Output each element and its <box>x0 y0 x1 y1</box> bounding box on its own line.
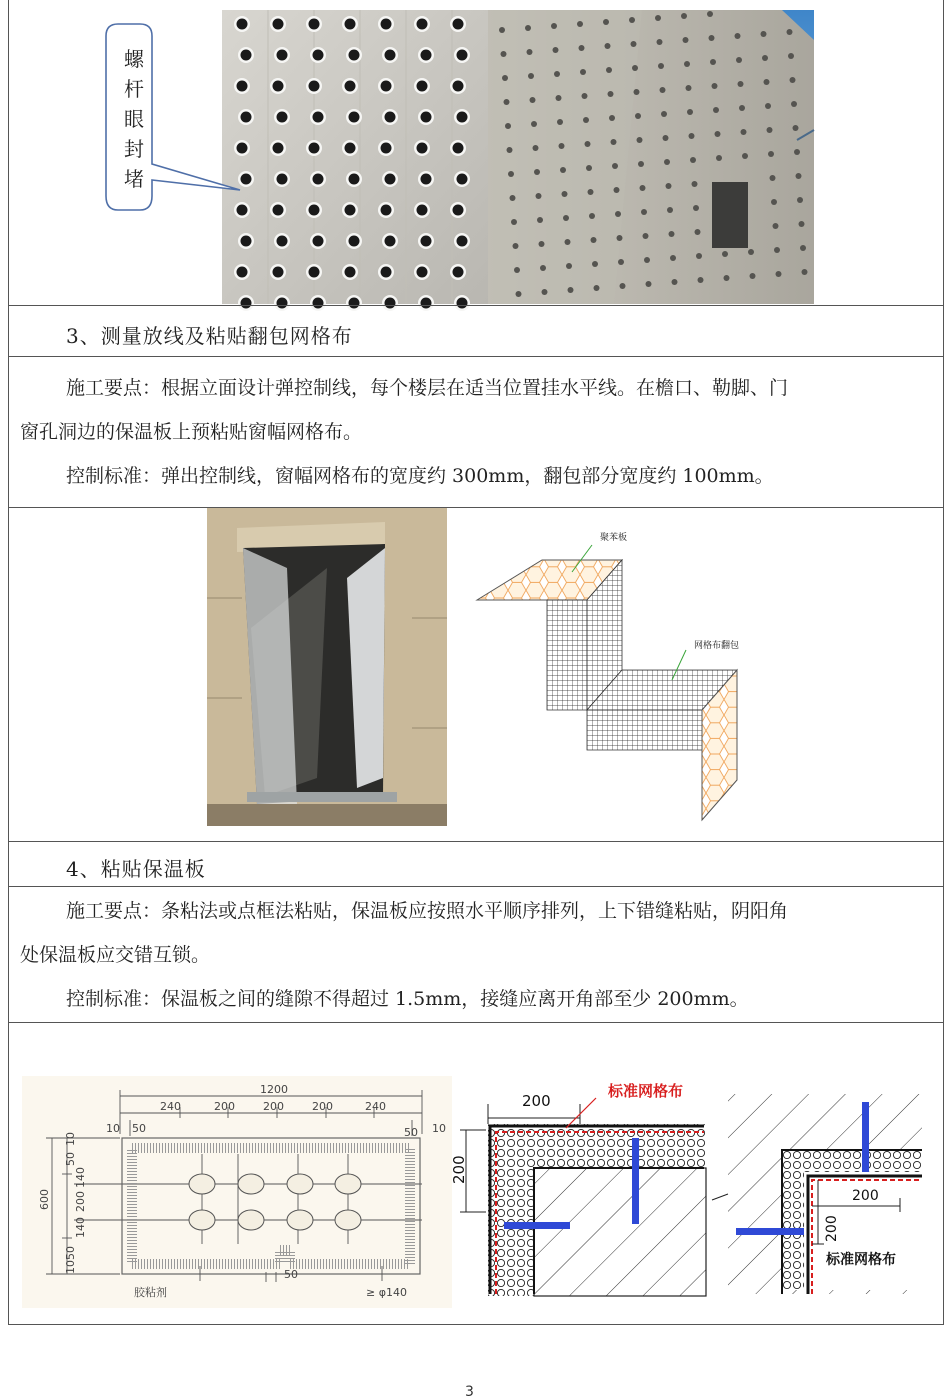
dim-top: 240 <box>160 1100 181 1113</box>
corner2-dim-h: 200 <box>852 1188 879 1204</box>
row-divider <box>8 1022 944 1023</box>
dim-left: 50 <box>64 1246 77 1260</box>
diagram-label-board: 聚苯板 <box>600 533 628 543</box>
section-4-paragraph <box>20 889 936 1021</box>
section-3-standard: 控制标准：弹出控制线，窗幅网格布的宽度约 300mm，翻包部分宽度约 100mm。 <box>66 465 774 487</box>
callout-char: 封 <box>124 137 144 161</box>
dim-top: 240 <box>365 1100 386 1113</box>
corner1-dim-left: 200 <box>450 1155 468 1184</box>
section-3-point-line2: 窗孔洞边的保温板上预粘贴窗幅网格布。 <box>20 421 363 443</box>
dim-left: 140 <box>74 1167 87 1188</box>
dim-left: 10 <box>64 1260 77 1274</box>
row-divider <box>8 886 944 887</box>
dim-left: 140 <box>74 1217 87 1238</box>
window-mesh-photo-svg <box>207 508 447 826</box>
section-3-paragraph <box>20 366 936 498</box>
bolt-hole-photo-svg <box>222 10 814 304</box>
dim-top: 200 <box>214 1100 235 1113</box>
adhesive-layout-svg <box>22 1076 452 1308</box>
bolt-hole-photo <box>222 10 814 304</box>
dim-gap: 50 <box>284 1268 298 1281</box>
corner1-dim-top: 200 <box>522 1092 551 1110</box>
callout-text <box>121 44 147 194</box>
mesh-wrap-diagram-svg <box>472 520 744 825</box>
callout-char: 堵 <box>124 167 144 191</box>
corner-detail-drawing-2 <box>712 1080 938 1298</box>
dim-edge-left2: 50 <box>132 1122 146 1135</box>
section-4-point-line2: 处保温板应交错互锁。 <box>20 944 211 966</box>
dim-left: 50 <box>64 1152 77 1166</box>
dim-edge-right: 50 <box>404 1126 418 1139</box>
corner1-label: 标准网格布 <box>608 1082 684 1100</box>
section-3-heading: 3、测量放线及粘贴翻包网格布 <box>66 324 353 348</box>
dim-edge-right2: 10 <box>432 1122 446 1135</box>
dim-top: 200 <box>312 1100 333 1113</box>
corner2-label: 标准网格布 <box>826 1252 896 1268</box>
corner2-dim-v: 200 <box>824 1215 840 1242</box>
dim-height: 600 <box>38 1189 51 1210</box>
adhesive-layout-drawing <box>22 1076 452 1308</box>
corner-detail-2-svg <box>712 1080 938 1298</box>
callout-char: 眼 <box>124 107 144 131</box>
window-mesh-photo <box>207 508 447 826</box>
row-divider <box>8 841 944 842</box>
section-4-point-line1: 施工要点：条粘法或点框法粘贴，保温板应按照水平顺序排列，上下错缝粘贴，阴阳角 <box>66 900 789 922</box>
callout-char: 螺 <box>124 47 144 71</box>
label-dot-size: ≥ φ140 <box>366 1286 407 1299</box>
dim-left: 10 <box>64 1132 77 1146</box>
corner-detail-1-svg <box>450 1078 706 1296</box>
section-3-point-line1: 施工要点：根据立面设计弹控制线，每个楼层在适当位置挂水平线。在檐口、勒脚、门 <box>66 377 789 399</box>
dim-edge-left: 10 <box>106 1122 120 1135</box>
mesh-wrap-diagram <box>472 520 744 825</box>
callout-char: 杆 <box>124 77 144 101</box>
dim-top: 200 <box>263 1100 284 1113</box>
label-adhesive: 胶粘剂 <box>134 1286 167 1299</box>
row-divider <box>8 356 944 357</box>
diagram-label-mesh: 网格布翻包 <box>694 641 740 651</box>
section-4-heading: 4、粘贴保温板 <box>66 857 206 881</box>
row-divider <box>8 305 944 306</box>
row-divider <box>8 507 944 508</box>
dim-left: 200 <box>74 1191 87 1212</box>
page-number: 3 <box>465 1384 474 1400</box>
dim-total: 1200 <box>260 1083 288 1096</box>
corner-detail-drawing-1 <box>450 1078 706 1296</box>
section-4-standard: 控制标准：保温板之间的缝隙不得超过 1.5mm，接缝应离开角部至少 200mm。 <box>66 988 749 1010</box>
